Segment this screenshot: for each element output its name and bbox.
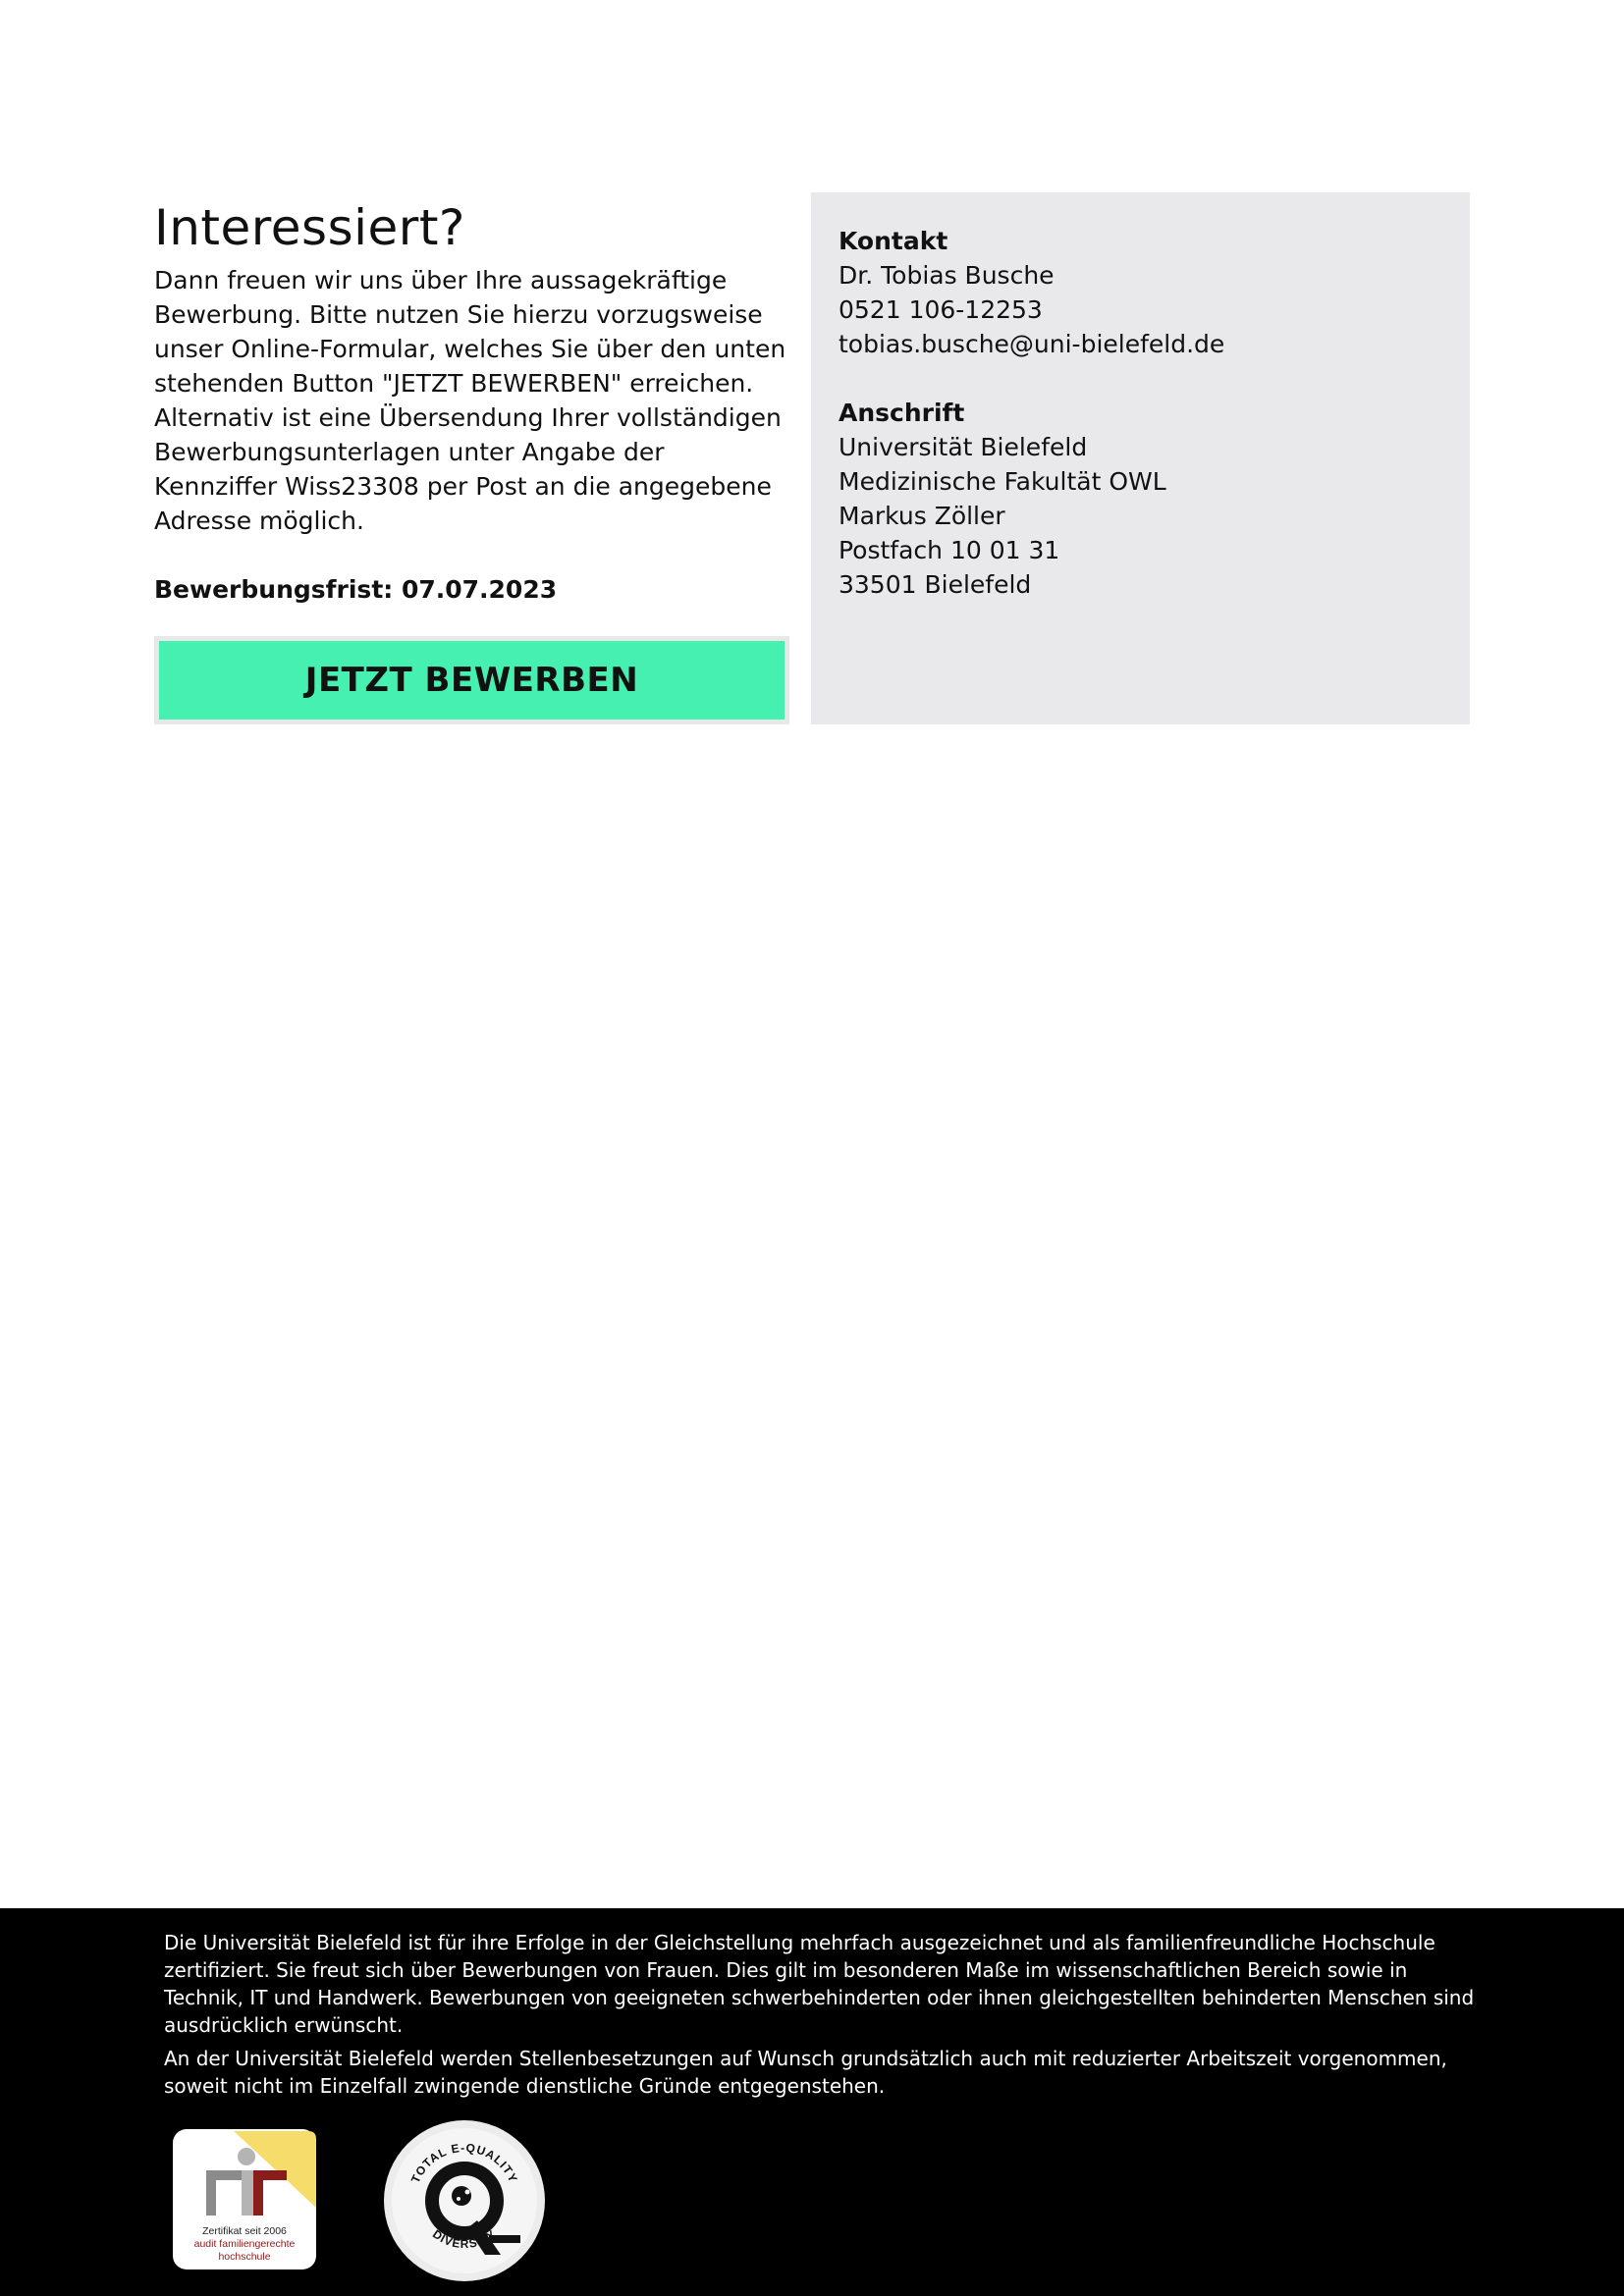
application-info <box>154 192 790 607</box>
address-line-city: 33501 Bielefeld <box>839 570 1032 599</box>
contact-spacer <box>839 361 1442 396</box>
equality-statement: Die Universität Bielefeld ist für ihre Erfolge in der Gleichstellung mehrfach ausgezeichnet und als familienfreundliche Hochschule zertifiziert. Sie freut sich über Bewerbungen von Frauen. Dies gilt im besonderen Maße im wissenschaftlichen Bereich sowie in Technik, IT und Handwerk. Bewerbungen von geeigneten schwerbehinderten oder ihnen gleichgestellten behinderten Menschen sind ausdrücklich erwünscht. <box>164 1931 1475 2037</box>
address-line-person: Markus Zöller <box>839 502 1005 530</box>
badge-family-line-1: Zertifikat seit 2006 <box>202 2225 287 2237</box>
contact-phone: 0521 106-12253 <box>839 295 1043 324</box>
family-friendly-university-badge <box>173 2129 318 2271</box>
contact-email[interactable]: tobias.busche@uni-bielefeld.de <box>839 330 1225 358</box>
badge-family-line-2: audit familiengerechte <box>193 2238 296 2250</box>
total-e-quality-logo-icon <box>383 2119 546 2282</box>
apply-now-button[interactable]: JETZT BEWERBEN <box>154 636 789 724</box>
badge-teq-bottom-text: DIVERSITY <box>429 2226 500 2252</box>
application-instructions: Dann freuen wir uns über Ihre aussagekräftige Bewerbung. Bitte nutzen Sie hierzu vorzugsweise unser Online-Formular, welches Sie über den unten stehenden Button "JETZT BEWERBEN" erreichen. Alternativ ist eine Übersendung Ihrer vollständigen Bewerbungsunterlagen unter Angabe der Kennziffer Wiss23308 per Post an die angegebene Adresse möglich. <box>154 266 786 535</box>
contact-name: Dr. Tobias Busche <box>839 261 1055 290</box>
total-e-quality-diversity-badge <box>383 2119 546 2282</box>
address-line-faculty: Medizinische Fakultät OWL <box>839 467 1166 496</box>
address-label: Anschrift <box>839 399 965 427</box>
footer <box>0 1908 1624 2296</box>
contact-label: Kontakt <box>839 227 948 255</box>
badge-teq-top-text: TOTAL E-QUALITY <box>407 2140 521 2186</box>
application-section <box>0 0 1624 746</box>
address-line-postbox: Postfach 10 01 31 <box>839 536 1060 564</box>
page-title: Interessiert? <box>154 199 465 256</box>
part-time-statement: An der Universität Bielefeld werden Stellenbesetzungen auf Wunsch grundsätzlich auch mit reduzierter Arbeitszeit vorgenommen, soweit nicht im Einzelfall zwingende dienstliche Gründe entgegenstehen. <box>164 2047 1447 2098</box>
address-line-university: Universität Bielefeld <box>839 433 1088 461</box>
badge-family-line-3: hochschule <box>218 2251 271 2263</box>
contact-box <box>811 192 1470 724</box>
application-deadline: Bewerbungsfrist: 07.07.2023 <box>154 575 558 604</box>
family-audit-logo-icon <box>173 2129 318 2271</box>
footer-text <box>164 1929 1480 2106</box>
